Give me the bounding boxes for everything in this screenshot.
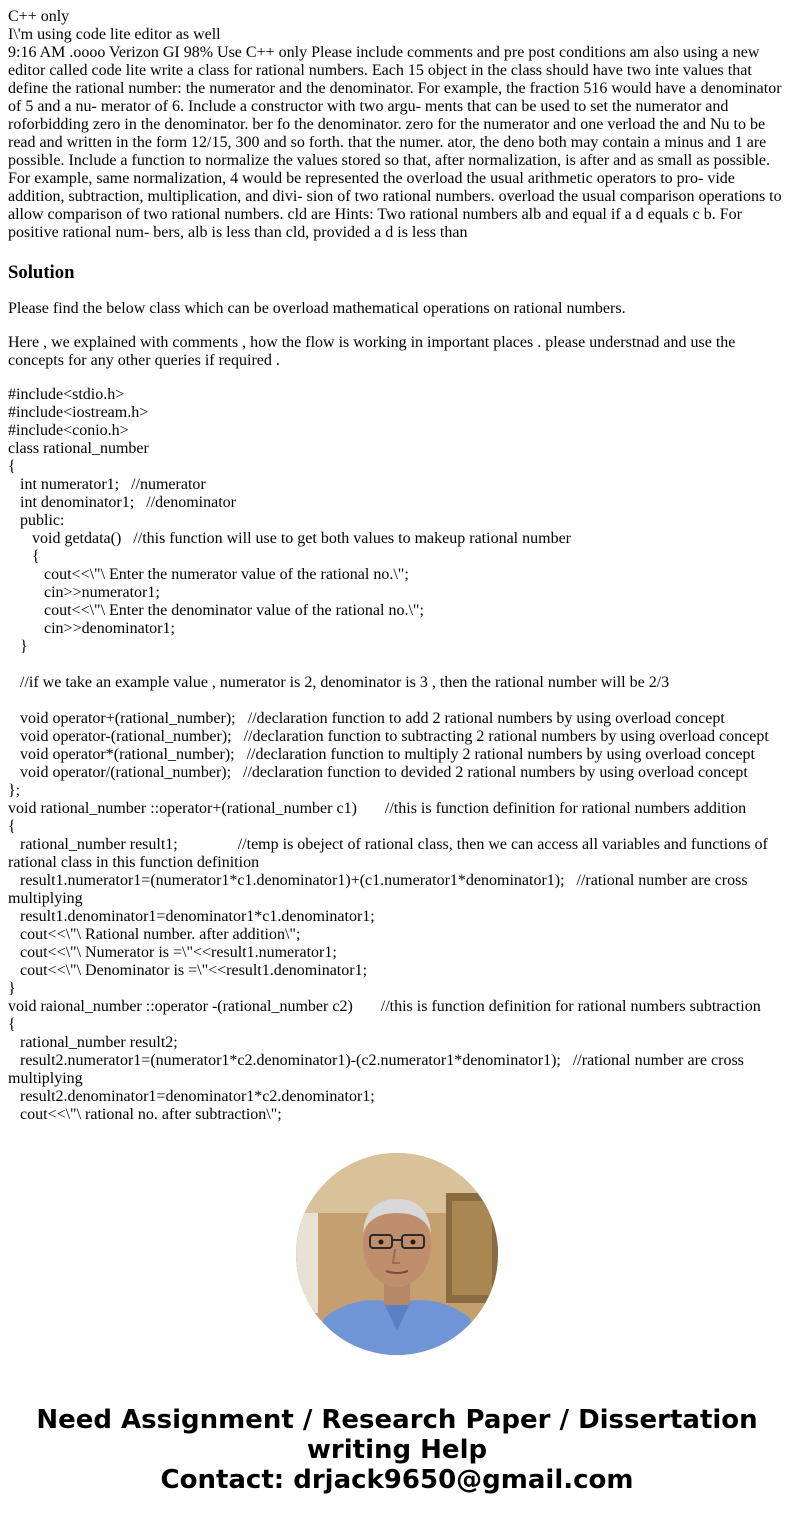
footer-contact: Contact: drjack9650@gmail.com [160,1465,634,1495]
question-body: 9:16 AM .oooo Verizon GI 98% Use C++ only Please include comments and pre post conditions am also using a new editor called code lite write a class for rational numbers. Each 15 object in the class should have two inte values that define the rational number: the numerator and the denominator. For example, the fraction 516 would have a denominator of 5 and a nu- merator of 6. Include a constructor with two argu- ments that can be used to set the numerator and roforbidding zero in the denominator. ber fo the denominator. zero for the numerator and one verload the and Nu to be read and written in the form 12/15, 300 and so forth. that the numer. ator, the deno both may contain a minus and 1 are possible. Include a function to normalize the values stored so that, after normalization, is after and as small as possible. For example, same normalization, 4 would be represented the overload the usual arithmetic operators to pro- vide addition, subtraction, multiplication, and divi- sion of two rational numbers. overload the usual comparison operations to allow comparison of two rational numbers. cld are Hints: Two rational numbers alb and equal if a d equals c b. For positive rational num- bers, alb is less than cld, provided a d is less than [8,44,782,241]
code-line [8,692,786,710]
code-line: } [8,980,16,997]
code-line: result2.denominator1=denominator1*c2.denominator1; [8,1088,375,1105]
code-line: void operator/(rational_number); //declaration function to devided 2 rational numbers by using overload concept [8,764,748,781]
code-line: rational_number result1; //temp is obeject of rational class, then we can access all variables and functions of rational class in this function definition [8,836,772,871]
code-line: class rational_number [8,440,149,457]
code-line: #include<stdio.h> [8,386,125,403]
author-avatar [296,1153,498,1355]
code-line: { [8,818,16,835]
code-line: cout<<\"\ Rational number. after addition\"; [8,926,301,943]
code-line: cin>>numerator1; [8,584,160,601]
code-line: { [8,458,16,475]
code-line: { [8,548,40,565]
code-line: cout<<\"\ rational no. after subtraction\"; [8,1106,282,1123]
code-line: void rational_number ::operator+(rational_number c1) //this is function definition for rational numbers addition [8,800,747,817]
footer-line-2: writing Help [306,1435,488,1465]
solution-intro-2: Here , we explained with comments , how the flow is working in important places . please understnad and use the concepts for any other queries if required . [8,334,736,369]
code-line: rational_number result2; [8,1034,178,1051]
code-line: cout<<\"\ Enter the numerator value of the rational no.\"; [8,566,409,583]
code-line: //if we take an example value , numerator is 2, denominator is 3 , then the rational number will be 2/3 [8,674,670,691]
solution-intro-1: Please find the below class which can be overload mathematical operations on rational numbers. [8,300,626,317]
code-line: cout<<\"\ Denominator is =\"<<result1.denominator1; [8,962,368,979]
code-line: }; [8,782,21,799]
author-photo-icon [296,1153,498,1355]
code-line: { [8,1016,16,1033]
code-line: result2.numerator1=(numerator1*c2.denominator1)-(c2.numerator1*denominator1); //rational number are cross multiplying [8,1052,748,1087]
code-line: void raional_number ::operator -(rational_number c2) //this is function definition for rational numbers subtraction [8,998,761,1015]
code-block [8,386,786,1124]
code-line: void operator*(rational_number); //declaration function to multiply 2 rational numbers by using overload concept [8,746,755,763]
code-line: int denominator1; //denominator [8,494,236,511]
code-line: cout<<\"\ Enter the denominator value of the rational no.\"; [8,602,424,619]
contact-footer [0,1405,794,1495]
question-title: C++ only [8,8,70,25]
code-line: cin>>denominator1; [8,620,175,637]
code-line: public: [8,512,65,529]
code-line: int numerator1; //numerator [8,476,206,493]
code-line: cout<<\"\ Numerator is =\"<<result1.numerator1; [8,944,337,961]
code-line: void getdata() //this function will use to get both values to makeup rational number [8,530,571,547]
code-line: result1.denominator1=denominator1*c1.denominator1; [8,908,375,925]
footer-line-1: Need Assignment / Research Paper / Dissertation [36,1405,758,1435]
question-subtitle: I\'m using code lite editor as well [8,26,221,43]
code-line: #include<iostream.h> [8,404,149,421]
code-line: void operator-(rational_number); //declaration function to subtracting 2 rational numbers by using overload concept [8,728,769,745]
solution-heading: Solution [8,262,75,283]
code-line: } [8,638,28,655]
code-line: #include<conio.h> [8,422,129,439]
code-line [8,656,786,674]
code-line: result1.numerator1=(numerator1*c1.denominator1)+(c1.numerator1*denominator1); //rational number are cross multiplying [8,872,752,907]
code-line: void operator+(rational_number); //declaration function to add 2 rational numbers by using overload concept [8,710,725,727]
